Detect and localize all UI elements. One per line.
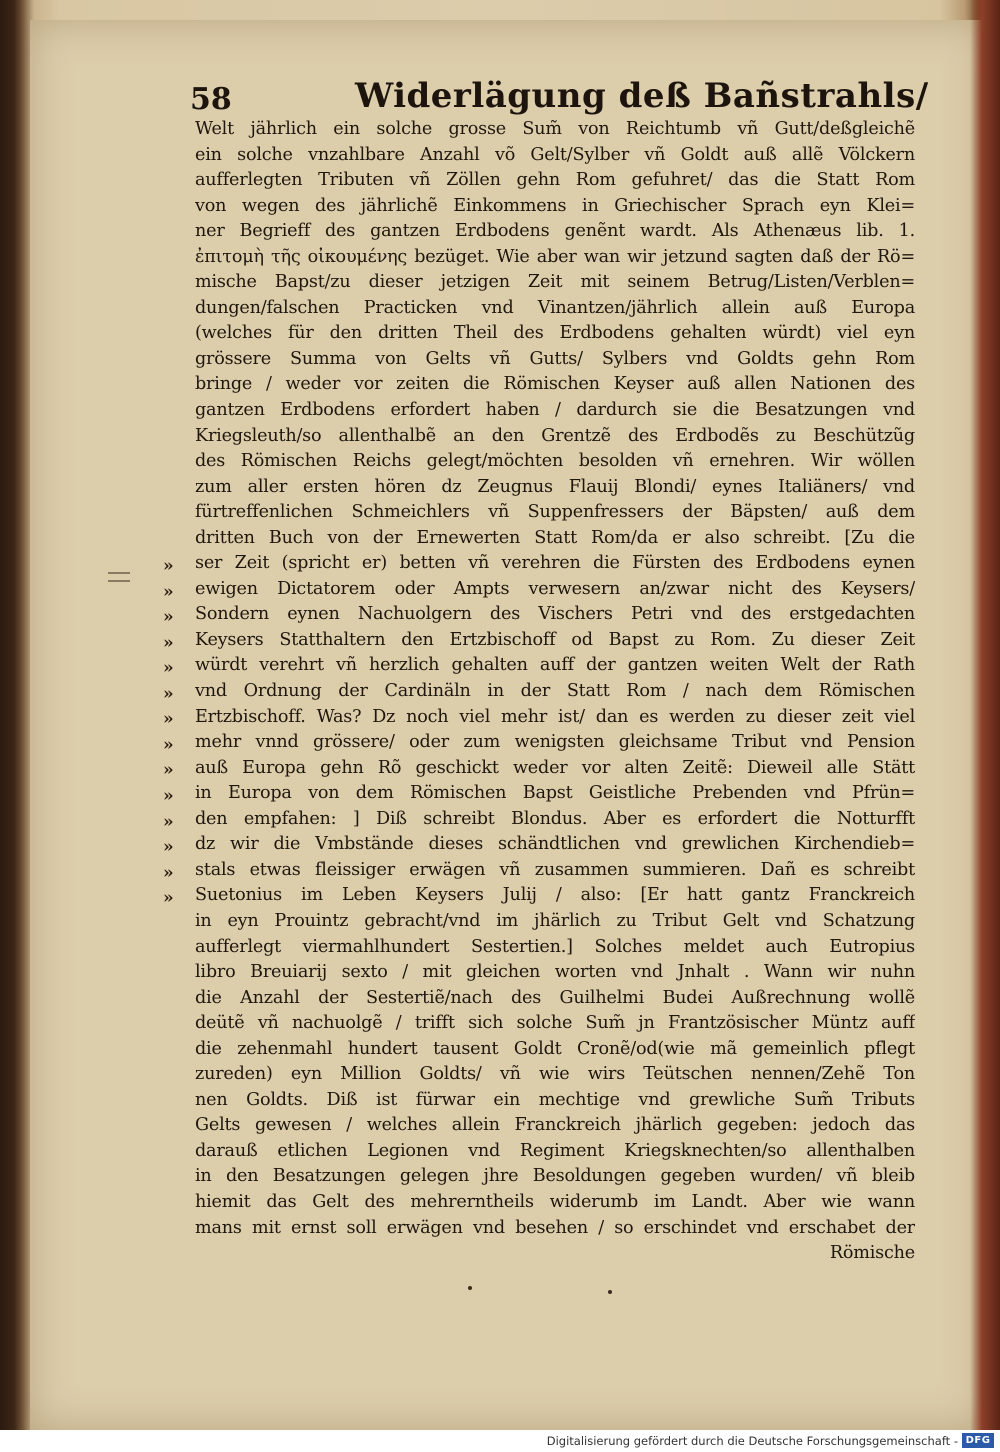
text-line: zum aller ersten hören dz Zeugnus Flauij Blondi/ eynes Italiäners/ vnd — [195, 476, 915, 497]
quote-mark: » — [163, 632, 174, 653]
text-line: deütẽ vñ nachuolgẽ / trifft sich solche Sum̃ jn Frantzösischer Müntz auff — [195, 1013, 915, 1034]
text-line: grössere Summa von Gelts vñ Gutts/ Sylbers vnd Goldts gehn Rom — [195, 348, 915, 369]
text-line: fürtreffenlichen Schmeichlers vñ Suppenfressers der Bäpsten/ auß dem — [195, 502, 915, 523]
quote-mark: » — [163, 862, 174, 883]
text-line: Kriegsleuth/so allenthalbẽ an den Grentzẽ des Erdbodẽs zu Beschützũg — [195, 425, 915, 446]
text-line: die zehenmahl hundert tausent Goldt Cronẽ/od(wie mã gemeinlich pflegt — [195, 1038, 915, 1059]
text-line: die Anzahl der Sestertiẽ/nach des Guilhelmi Budei Außrechnung wollẽ — [195, 987, 915, 1008]
text-line: Gelts gewesen / welches allein Franckreich jhärlich gegeben: jedoch das — [195, 1115, 915, 1136]
page-specks — [0, 1286, 1000, 1296]
text-line: nen Goldts. Diß ist fürwar ein mechtige vnd grewliche Sum̃ Tributs — [195, 1089, 915, 1110]
text-line: aufferlegten Tributen vñ Zöllen gehn Rom gefuhret/ das die Statt Rom — [195, 170, 915, 191]
text-line: Ertzbischoff. Was? Dz noch viel mehr ist/ dan es werden zu dieser zeit viel — [195, 706, 915, 727]
text-line: (welches für den dritten Theil des Erdbodens gehalten würdt) viel eyn — [195, 323, 915, 344]
footer-credit: Digitalisierung gefördert durch die Deutsche Forschungsgemeinschaft - — [546, 1434, 958, 1448]
text-line: gantzen Erdbodens erfordert haben / dardurch sie die Besatzungen vnd — [195, 400, 915, 421]
text-line: mans mit ernst soll erwägen vnd besehen / so erschindet vnd erschabet der — [195, 1217, 915, 1238]
quote-mark: » — [163, 760, 174, 781]
book-edge — [970, 0, 1000, 1430]
quote-mark: » — [163, 581, 174, 602]
running-head: Widerlägung deß Bañstrahls/ — [355, 76, 929, 116]
text-line: zureden) eyn Million Goldts/ vñ wie wirs Teütschen nennen/Zehẽ Ton — [195, 1064, 915, 1085]
text-line: ewigen Dictatorem oder Ampts verwesern an/zwar nicht des Keysers/ — [195, 578, 915, 599]
text-line: vnd Ordnung der Cardinäln in der Statt Rom / nach dem Römischen — [195, 681, 915, 702]
text-line: in Europa von dem Römischen Bapst Geistliche Prebenden vnd Pfrün= — [195, 783, 915, 804]
quote-mark: » — [163, 888, 174, 909]
quote-mark: » — [163, 556, 174, 576]
text-line: ser Zeit (spricht er) betten vñ verehren die Fürsten des Erdbodens eynen — [195, 553, 915, 574]
text-line: hiemit das Gelt des mehrerntheils widerumb im Landt. Aber wie wann — [195, 1191, 915, 1212]
quote-mark: » — [163, 734, 174, 755]
text-line: mische Bapst/zu dieser jetzigen Zeit mit seinem Betrug/Listen/Verblen= — [195, 272, 915, 293]
text-line: Keysers Statthaltern den Ertzbischoff od Bapst zu Rom. Zu dieser Zeit — [195, 629, 915, 650]
text-line: dz wir die Vmbstände dieses schändtlichen vnd grewlichen Kirchendieb= — [195, 834, 915, 855]
text-line: Welt jährlich ein solche grosse Sum̃ von Reichtumb vñ Gutt/deßgleichẽ — [195, 119, 915, 139]
dfg-logo: DFG — [962, 1433, 994, 1448]
text-line: in eyn Prouintz gebracht/vnd im jhärlich zu Tribut Gelt vnd Schatzung — [195, 910, 915, 931]
text-line: stals etwas fleissiger erwägen vñ zusammen summieren. Dañ es schreibt — [195, 859, 915, 880]
text-line: dungen/falschen Practicken vnd Vinantzen/jährlich allein auß Europa — [195, 297, 915, 318]
text-line: von wegen des jährlichẽ Einkommens in Griechischer Sprach eyn Klei= — [195, 195, 915, 216]
text-line: ein solche vnzahlbare Anzahl võ Gelt/Sylber vñ Goldt auß allẽ Völckern — [195, 144, 915, 165]
text-line: Suetonius im Leben Keysers Julij / also: [Er hatt gantz Franckreich — [195, 885, 915, 906]
text-line: bringe / weder vor zeiten die Römischen Keyser auß allen Nationen des — [195, 374, 915, 395]
page-number: 58 — [190, 82, 232, 117]
text-line: mehr vnnd grössere/ oder zum wenigsten gleichsame Tribut vnd Pension — [195, 732, 915, 753]
quote-mark: » — [163, 837, 174, 858]
text-line: auß Europa gehn Rõ geschickt weder vor alten Zeitẽ: Dieweil alle Stätt — [195, 757, 915, 778]
text-line: ner Begrieff des gantzen Erdbodens genẽnt wardt. Als Athenæus lib. 1. — [195, 221, 915, 242]
text-line: den empfahen: ] Diß schreibt Blondus. Aber es erfordert die Notturfft — [195, 808, 915, 829]
quote-mark: » — [163, 811, 174, 832]
text-line: darauß etlichen Legionen vnd Regiment Kriegsknechten/so allenthalben — [195, 1140, 915, 1161]
quote-mark: » — [163, 709, 174, 730]
text-line: würdt verehrt vñ herzlich gehalten auff der gantzen weiten Welt der Rath — [195, 655, 915, 676]
footer-bar — [0, 1430, 1000, 1452]
quote-mark: » — [163, 785, 174, 806]
text-line: ἐπιτομὴ τῆς οἰκουμένης bezüget. Wie aber wan wir jetzund sagten daß der Rö= — [195, 246, 915, 267]
catchword: Römische — [829, 1243, 915, 1264]
quote-mark: » — [163, 683, 174, 704]
body-text — [195, 117, 915, 1267]
text-line: aufferlegt viermahlhundert Sestertien.] Solches meldet auch Eutropius — [195, 936, 915, 957]
marginal-pen-mark — [108, 566, 134, 604]
text-line: des Römischen Reichs gelegt/möchten besolden vñ ernehren. Wir wöllen — [195, 451, 915, 472]
quote-mark: » — [163, 658, 174, 679]
text-line: libro Breuiarij sexto / mit gleichen worten vnd Jnhalt . Wann wir nuhn — [195, 962, 915, 983]
quote-mark: » — [163, 607, 174, 628]
text-line: in den Besatzungen gelegen jhre Besoldungen gegeben wurden/ vñ bleib — [195, 1166, 915, 1187]
text-line: dritten Buch von der Ernewerten Statt Rom/da er also schreibt. [Zu die — [195, 527, 915, 548]
text-line: Sondern eynen Nachuolgern des Vischers Petri vnd des erstgedachten — [195, 604, 915, 625]
